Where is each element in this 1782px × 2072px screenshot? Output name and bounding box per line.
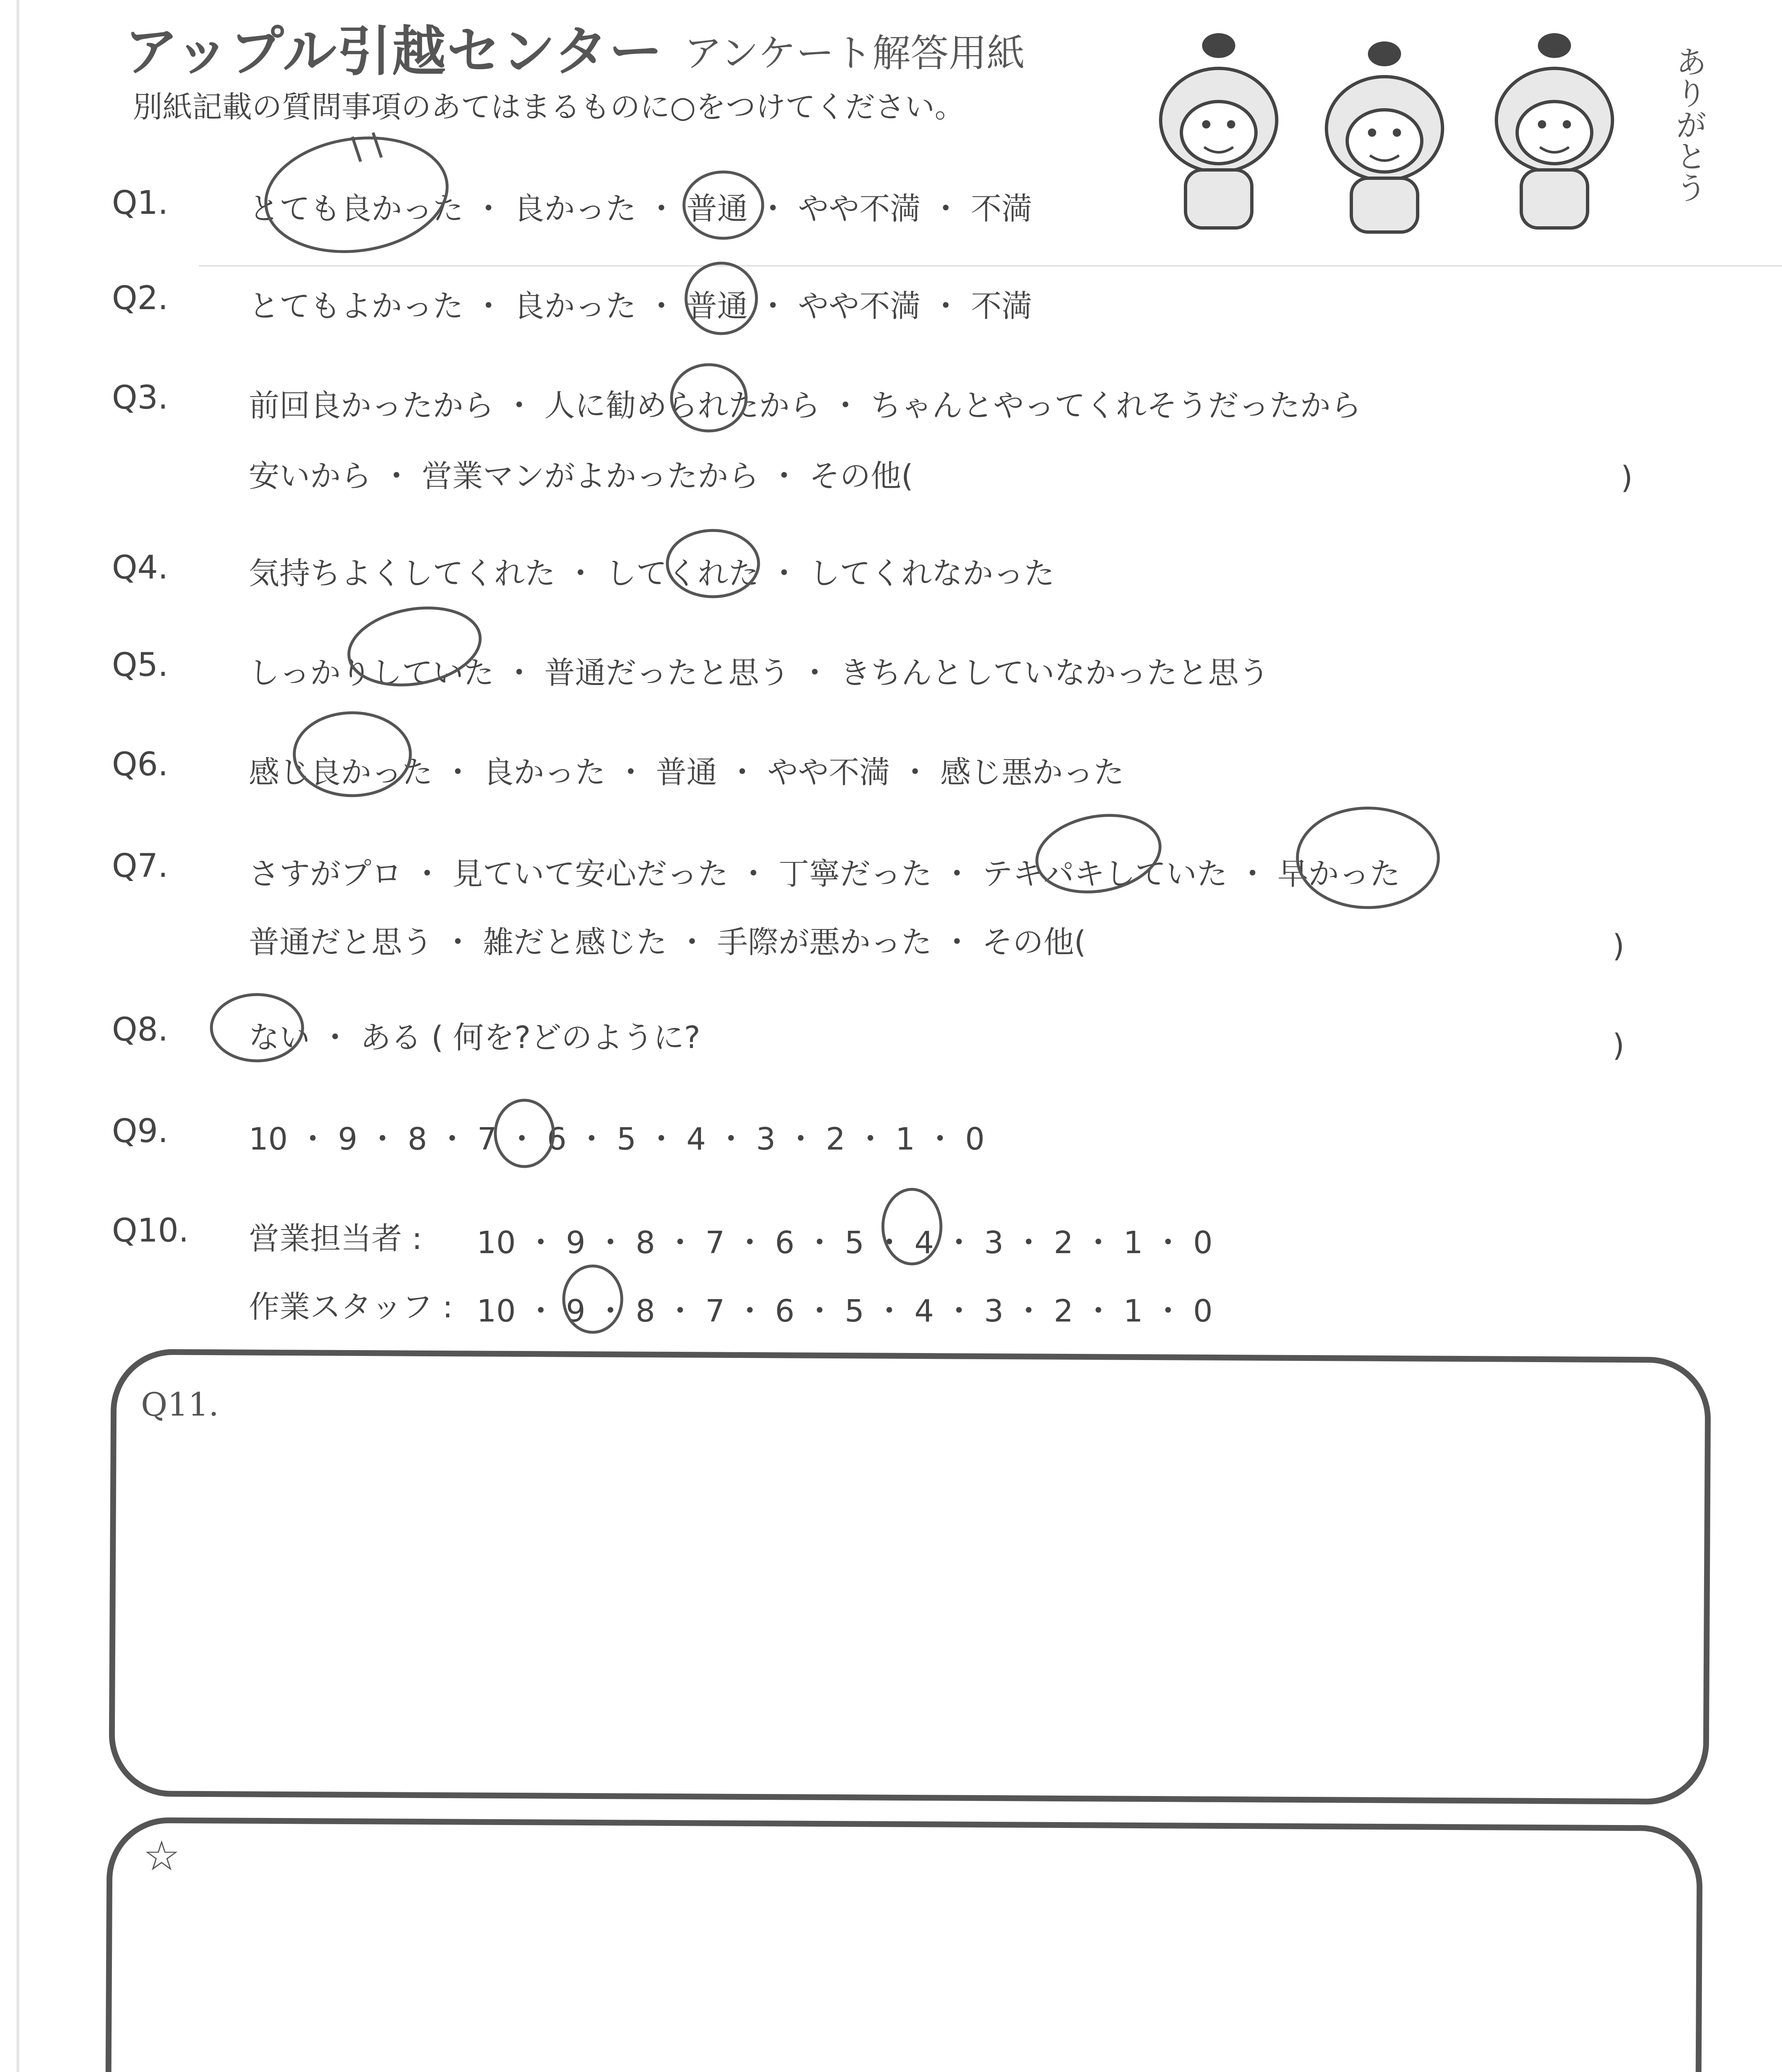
q6-options: 感じ良かった ・ 良かった ・ 普通 ・ やや不満 ・ 感じ悪かった <box>249 755 1125 790</box>
q4-label: Q4. <box>112 549 168 586</box>
q2-mark <box>686 263 756 334</box>
q10-sales-mark <box>883 1189 941 1264</box>
q2-label: Q2. <box>112 280 168 317</box>
q4-options: 気持ちよくしてくれた ・ してくれた ・ してくれなかった <box>249 556 1055 591</box>
q3-label: Q3. <box>112 379 168 416</box>
q8-mark <box>211 995 303 1061</box>
q7-mark-a <box>1031 806 1166 901</box>
q10-staff-mark <box>564 1266 622 1332</box>
q10-label: Q10. <box>112 1212 189 1249</box>
q10-sales-label: 営業担当者 : <box>249 1221 422 1256</box>
q10-staff-scale: 10 ・ 9 ・ 8 ・ 7 ・ 6 ・ 5 ・ 4 ・ 3 ・ 2 ・ 1 ・ 0 <box>477 1293 1213 1329</box>
q1-options: とても良かった ・ 良かった ・ 普通 ・ やや不満 ・ 不満 <box>249 191 1033 227</box>
q7-label: Q7. <box>112 847 168 885</box>
q11-label: Q11. <box>141 1386 219 1423</box>
thanks-text: ありがとう <box>1670 46 1707 203</box>
q6-mark <box>294 713 410 796</box>
q9-scale: 10 ・ 9 ・ 8 ・ 7 ・ 6 ・ 5 ・ 4 ・ 3 ・ 2 ・ 1 ・ 0 <box>249 1121 985 1157</box>
q10-sales-scale: 10 ・ 9 ・ 8 ・ 7 ・ 6 ・ 5 ・ 4 ・ 3 ・ 2 ・ 1 ・ 0 <box>477 1225 1213 1261</box>
q3-options-line1: 前回良かったから ・ 人に勧められたから ・ ちゃんとやってくれそうだったから <box>249 388 1362 424</box>
star-label: ☆ <box>143 1832 180 1880</box>
q3-other-close: ) <box>1621 460 1633 496</box>
company-title: アップル引越センター <box>124 20 664 83</box>
form-subtitle: アンケート解答用紙 <box>684 31 1025 75</box>
q7-options-line1: さすがプロ ・ 見ていて安心だった ・ 丁寧だった ・ テキパキしていた ・ 早かった <box>249 856 1401 892</box>
q5-mark <box>343 598 486 695</box>
star-comment-box[interactable] <box>104 1817 1703 2072</box>
q11-comment-box[interactable] <box>109 1349 1711 1805</box>
q4-mark <box>667 530 759 597</box>
q8-close: ) <box>1612 1028 1624 1063</box>
q10-staff-label: 作業スタッフ : <box>249 1289 453 1325</box>
q8-options: ない ・ ある ( 何を?どのように? <box>249 1020 701 1055</box>
q9-label: Q9. <box>112 1113 168 1150</box>
q1-label: Q1. <box>112 184 168 222</box>
q7-other-close: ) <box>1612 928 1624 964</box>
q6-label: Q6. <box>112 746 168 783</box>
q3-options-line2: 安いから ・ 営業マンがよかったから ・ その他( <box>249 458 913 494</box>
q2-options: とてもよかった ・ 良かった ・ 普通 ・ やや不満 ・ 不満 <box>249 288 1033 324</box>
q7-mark-b <box>1297 808 1438 908</box>
q5-label: Q5. <box>112 646 168 684</box>
q8-label: Q8. <box>112 1011 168 1048</box>
q9-mark <box>495 1100 553 1167</box>
q5-options: しっかりしていた ・ 普通だったと思う ・ きちんとしていなかったと思う <box>249 655 1270 691</box>
q1-normal-mark <box>684 172 763 238</box>
q7-options-line2: 普通だと思う ・ 雑だと感じた ・ 手際が悪かった ・ その他( <box>249 925 1086 960</box>
instruction-text: 別紙記載の質問事項のあてはまるものに○をつけてください。 <box>133 90 965 124</box>
q3-mark <box>672 365 746 431</box>
